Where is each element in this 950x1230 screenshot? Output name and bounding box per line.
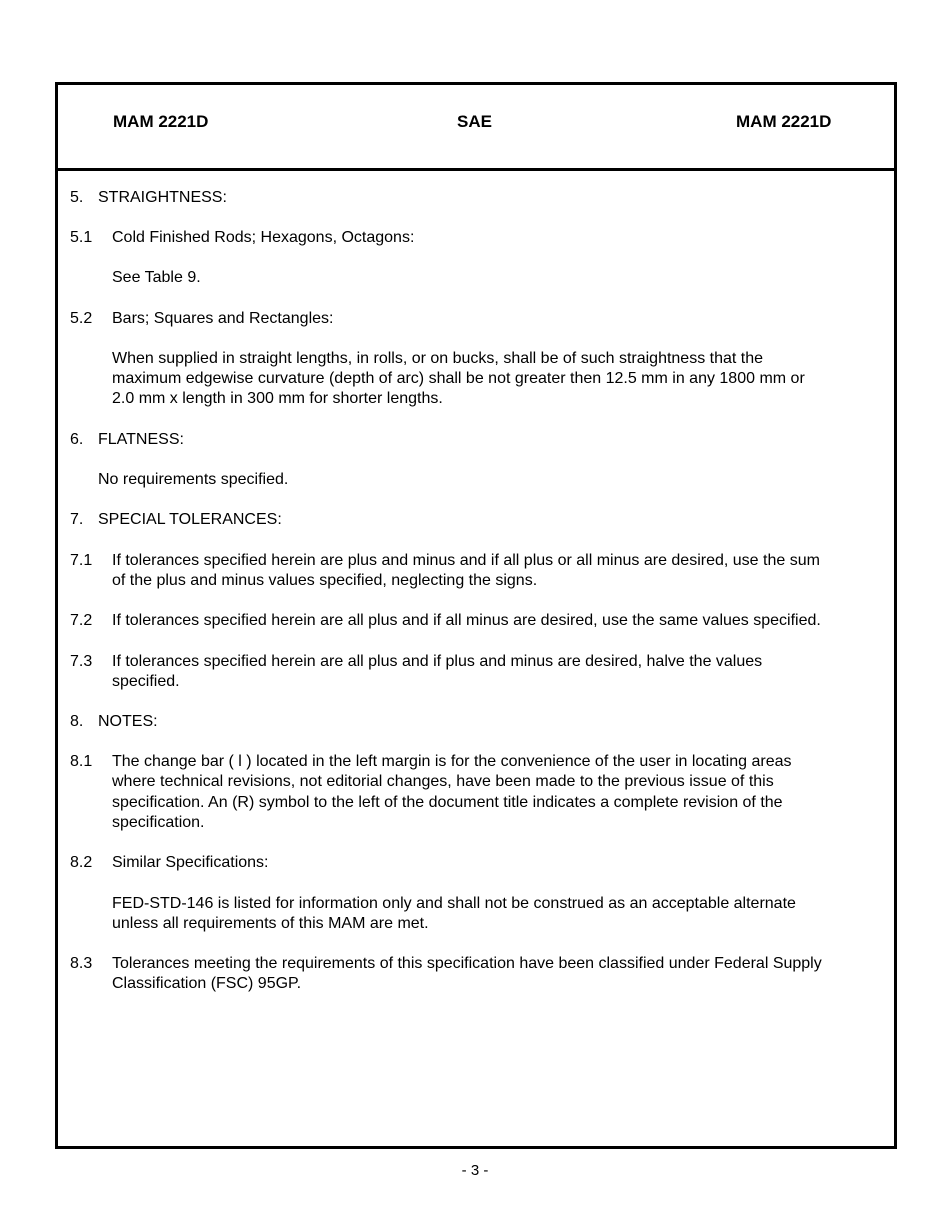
section-8-1-line: The change bar ( l ) located in the left margin is for the convenience of the user in locating areas (112, 753, 792, 770)
section-8-2-title: Similar Specifications: (112, 854, 269, 871)
section-7-title: SPECIAL TOLERANCES: (98, 511, 282, 528)
header-doc-code-right: MAM 2221D (736, 112, 832, 131)
section-8-2-number: 8.2 (70, 854, 93, 871)
header-org: SAE (457, 112, 492, 131)
section-8-2-body-line: unless all requirements of this MAM are met. (112, 915, 429, 932)
section-8-1-line: specification. (112, 814, 205, 831)
section-7-3-number: 7.3 (70, 653, 93, 670)
section-8-1-line: where technical revisions, not editorial changes, have been made to the previous issue of this (112, 773, 774, 790)
section-5-2-number: 5.2 (70, 310, 93, 327)
section-8-2-body-line: FED-STD-146 is listed for information only and shall not be construed as an acceptable alternate (112, 895, 796, 912)
section-5-1-number: 5.1 (70, 229, 93, 246)
section-6-number: 6. (70, 431, 84, 448)
section-7-3-line: If tolerances specified herein are all plus and if plus and minus are desired, halve the values (112, 653, 763, 670)
section-7-1-number: 7.1 (70, 552, 93, 569)
section-7-1-line: If tolerances specified herein are plus and minus and if all plus or all minus are desired, use the sum (112, 552, 820, 569)
section-8-1-line: specification. An (R) symbol to the left of the document title indicates a complete revision of the (112, 794, 783, 811)
section-8-title: NOTES: (98, 713, 158, 730)
section-5-2-title: Bars; Squares and Rectangles: (112, 310, 334, 327)
section-7-3-line: specified. (112, 673, 180, 690)
section-5-2-body-line: When supplied in straight lengths, in rolls, or on bucks, shall be of such straightness that the (112, 350, 764, 367)
section-7-number: 7. (70, 511, 84, 528)
section-5-2-body-line: 2.0 mm x length in 300 mm for shorter lengths. (112, 390, 443, 407)
header-doc-code-left: MAM 2221D (113, 112, 209, 131)
section-7-1-line: of the plus and minus values specified, neglecting the signs. (112, 572, 538, 589)
section-6-body: No requirements specified. (98, 471, 289, 488)
section-8-number: 8. (70, 713, 84, 730)
section-6-title: FLATNESS: (98, 431, 184, 448)
document-header (58, 85, 894, 171)
section-7-2-line: If tolerances specified herein are all plus and if all minus are desired, use the same values specified. (112, 612, 821, 629)
section-7-2-number: 7.2 (70, 612, 93, 629)
page-number: - 3 - (461, 1162, 489, 1179)
section-8-3-line: Tolerances meeting the requirements of this specification have been classified under Federal Supply (112, 955, 822, 972)
section-8-3-line: Classification (FSC) 95GP. (112, 975, 302, 992)
section-8-1-number: 8.1 (70, 753, 93, 770)
section-5-title: STRAIGHTNESS: (98, 189, 227, 206)
section-5-1-title: Cold Finished Rods; Hexagons, Octagons: (112, 229, 415, 246)
section-5-2-body-line: maximum edgewise curvature (depth of arc) shall be not greater then 12.5 mm in any 1800 mm or (112, 370, 805, 387)
section-5-1-body: See Table 9. (112, 269, 201, 286)
section-5-number: 5. (70, 189, 84, 206)
section-8-3-number: 8.3 (70, 955, 93, 972)
